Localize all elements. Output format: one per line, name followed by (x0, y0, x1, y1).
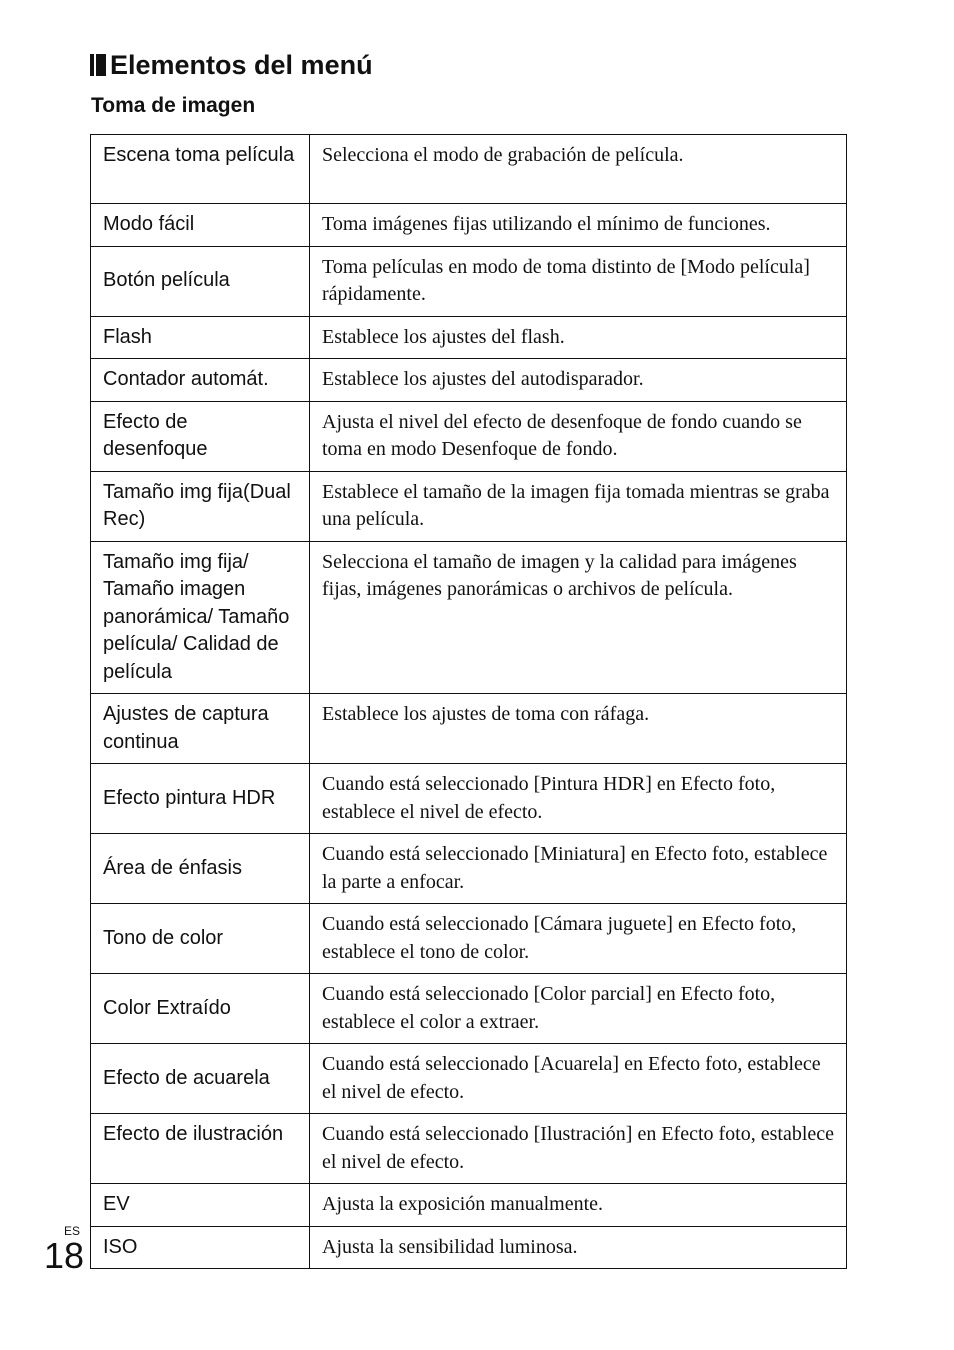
menu-items-table (90, 134, 847, 1269)
table-row (91, 471, 847, 541)
item-description: Toma imágenes fijas utilizando el mínimo de funciones. (310, 204, 847, 247)
item-description: Selecciona el tamaño de imagen y la calidad para imágenes fijas, imágenes panorámicas o archivos de película. (310, 541, 847, 694)
item-description: Establece los ajustes de toma con ráfaga. (310, 694, 847, 764)
table-row (91, 904, 847, 974)
table-row (91, 204, 847, 247)
item-name: Tamaño img fija(Dual Rec) (91, 471, 310, 541)
item-name: Efecto de ilustración (91, 1114, 310, 1184)
section-subtitle: Toma de imagen (91, 94, 256, 117)
page-language-code: ES (64, 1224, 81, 1238)
section-heading (90, 46, 373, 84)
table-row (91, 1114, 847, 1184)
item-name: Contador automát. (91, 359, 310, 402)
item-name: Flash (91, 316, 310, 359)
section-title: Elementos del menú (110, 50, 373, 80)
item-name: Tamaño img fija/ Tamaño imagen panorámica/ Tamaño película/ Calidad de película (91, 541, 310, 694)
item-name: Tono de color (91, 904, 310, 974)
page-number: 18 (44, 1235, 85, 1276)
table-row (91, 541, 847, 694)
item-name: Ajustes de captura continua (91, 694, 310, 764)
item-name: ISO (91, 1226, 310, 1269)
section-marker-icon (90, 54, 106, 76)
table-row (91, 974, 847, 1044)
item-description: Establece los ajustes del flash. (310, 316, 847, 359)
item-description: Cuando está seleccionado [Pintura HDR] en Efecto foto, establece el nivel de efecto. (310, 764, 847, 834)
item-name: Botón película (91, 246, 310, 316)
item-name: Efecto de acuarela (91, 1044, 310, 1114)
item-description: Toma películas en modo de toma distinto de [Modo película] rápidamente. (310, 246, 847, 316)
item-description: Cuando está seleccionado [Color parcial] en Efecto foto, establece el color a extraer. (310, 974, 847, 1044)
item-description: Ajusta el nivel del efecto de desenfoque de fondo cuando se toma en modo Desenfoque de fondo. (310, 401, 847, 471)
item-description: Ajusta la sensibilidad luminosa. (310, 1226, 847, 1269)
item-description: Cuando está seleccionado [Ilustración] en Efecto foto, establece el nivel de efecto. (310, 1114, 847, 1184)
item-description: Cuando está seleccionado [Miniatura] en Efecto foto, establece la parte a enfocar. (310, 834, 847, 904)
item-description: Establece el tamaño de la imagen fija tomada mientras se graba una película. (310, 471, 847, 541)
table-row (91, 401, 847, 471)
item-name: Área de énfasis (91, 834, 310, 904)
item-name: Efecto de desenfoque (91, 401, 310, 471)
item-description: Cuando está seleccionado [Cámara juguete] en Efecto foto, establece el tono de color. (310, 904, 847, 974)
table-row (91, 694, 847, 764)
item-name: Color Extraído (91, 974, 310, 1044)
item-description: Ajusta la exposición manualmente. (310, 1184, 847, 1227)
item-name: Modo fácil (91, 204, 310, 247)
table-row (91, 135, 847, 204)
item-name: Escena toma película (91, 135, 310, 204)
table-row (91, 764, 847, 834)
table-row (91, 246, 847, 316)
table-row (91, 316, 847, 359)
item-name: EV (91, 1184, 310, 1227)
table-row (91, 834, 847, 904)
table-row (91, 1226, 847, 1269)
table-row (91, 1044, 847, 1114)
table-row (91, 1184, 847, 1227)
item-description: Selecciona el modo de grabación de película. (310, 135, 847, 204)
item-name: Efecto pintura HDR (91, 764, 310, 834)
item-description: Establece los ajustes del autodisparador. (310, 359, 847, 402)
table-row (91, 359, 847, 402)
item-description: Cuando está seleccionado [Acuarela] en Efecto foto, establece el nivel de efecto. (310, 1044, 847, 1114)
